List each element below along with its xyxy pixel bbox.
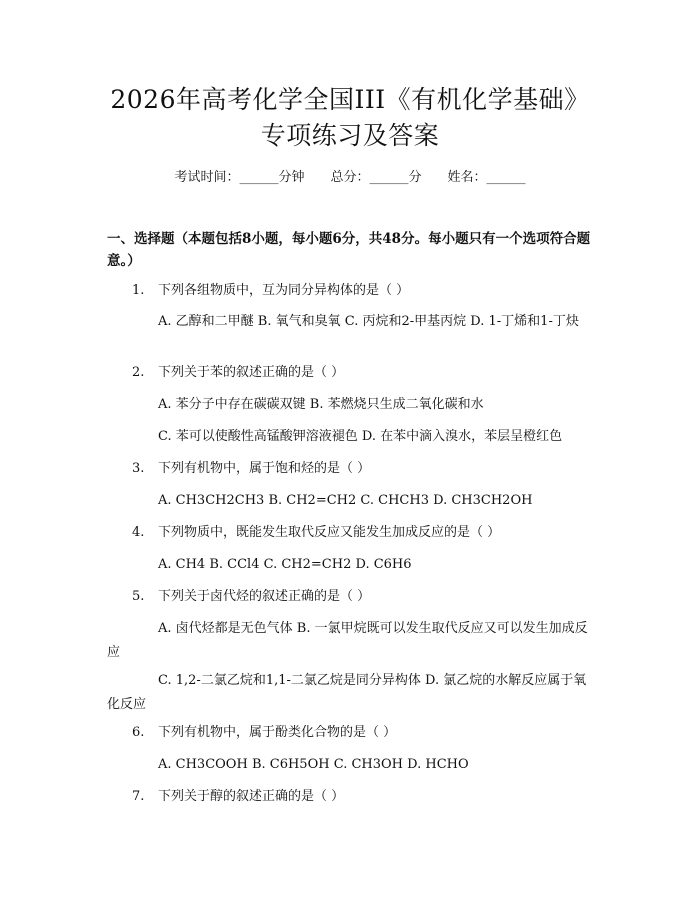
question-number: 7. bbox=[132, 789, 145, 804]
question-text: 下列关于苯的叙述正确的是（ ） bbox=[158, 365, 345, 380]
section-heading-choice: 一、选择题（本题包括8小题，每小题6分，共48分。每小题只有一个选项符合题意。） bbox=[107, 231, 591, 269]
question-5-options-2: C. 1,2-二氯乙烷和1,1-二氯乙烷是同分异构体 D. 氯乙烷的水解反应属于氧化反应 bbox=[107, 673, 587, 712]
question-2-options-1: A. 苯分子中存在碳碳双键 B. 苯燃烧只生成二氧化碳和水 bbox=[158, 397, 484, 412]
question-text: 下列各组物质中，互为同分异构体的是（ ） bbox=[158, 283, 410, 298]
question-1-options-1: A. 乙醇和二甲醚 B. 氧气和臭氧 C. 丙烷和2-甲基丙烷 D. 1-丁烯和1-丁炔 bbox=[158, 314, 579, 329]
question-number: 5. bbox=[132, 589, 145, 604]
question-text: 下列有机物中，属于酚类化合物的是（ ） bbox=[158, 725, 397, 740]
question-number: 1. bbox=[132, 283, 145, 298]
question-text: 下列有机物中，属于饱和烃的是（ ） bbox=[158, 461, 371, 476]
question-text: 下列关于卤代烃的叙述正确的是（ ） bbox=[158, 589, 371, 604]
question-2-options-2: C. 苯可以使酸性高锰酸钾溶液褪色 D. 在苯中滴入溴水，苯层呈橙红色 bbox=[158, 429, 563, 444]
question-3-options-1: A. CH3CH2CH3 B. CH2=CH2 C. CHCH3 D. CH3CH2OH bbox=[158, 493, 533, 508]
exam-title-line2: 专项练习及答案 bbox=[260, 121, 440, 150]
exam-info-line: 考试时间：______分钟 总分：______分 姓名：______ bbox=[174, 170, 526, 185]
question-6-options-1: A. CH3COOH B. C6H5OH C. CH3OH D. HCHO bbox=[158, 757, 469, 772]
question-number: 2. bbox=[132, 365, 145, 380]
question-text: 下列物质中，既能发生取代反应又能发生加成反应的是（ ） bbox=[158, 525, 501, 540]
question-number: 6. bbox=[132, 725, 145, 740]
question-text: 下列关于醇的叙述正确的是（ ） bbox=[158, 789, 345, 804]
question-number: 3. bbox=[132, 461, 145, 476]
question-5-options-1: A. 卤代烃都是无色气体 B. 一氯甲烷既可以发生取代反应又可以发生加成反应 bbox=[107, 621, 588, 660]
exam-title-line1: 2026年高考化学全国III《有机化学基础》 bbox=[110, 85, 590, 114]
question-number: 4. bbox=[132, 525, 145, 540]
question-4-options-1: A. CH4 B. CCl4 C. CH2=CH2 D. C6H6 bbox=[158, 557, 412, 572]
